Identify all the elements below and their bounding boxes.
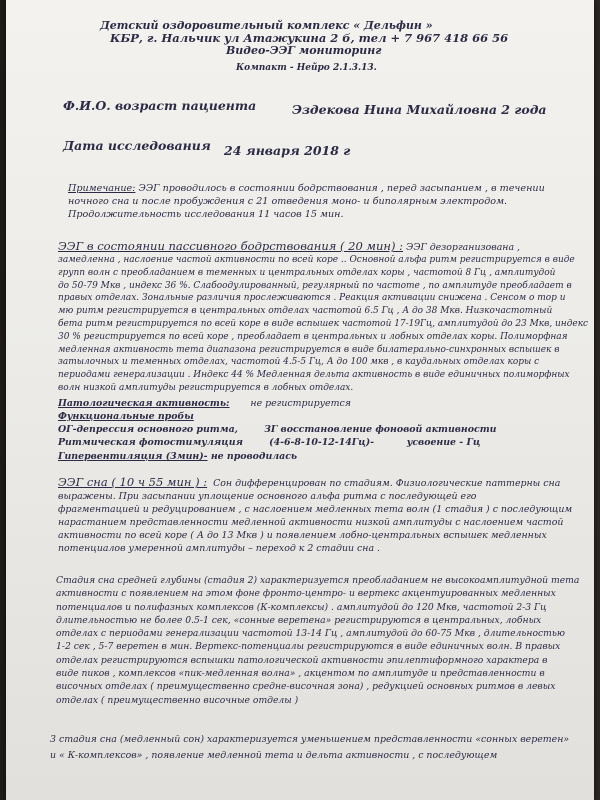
stage2-line: 1-2 сек , 5-7 веретен в мин. Вертекс-потенциалы регистрируются в виде единичных волн. В правых: [56, 641, 561, 653]
og-value: ЗГ восстановление фоновой активности: [264, 424, 497, 435]
og-label: ОГ-депрессия основного ритма,: [58, 424, 238, 435]
wake-line: затылочных и теменных отделах, частотой 4.5-5 Гц, А до 100 мкв , в каудальных отделах коры с: [58, 356, 540, 368]
patient-label: Ф.И.О. возраст пациента: [63, 98, 257, 113]
sleep-line: нарастанием представленности медленной активности низкой амплитуды с наслоением частой: [58, 517, 564, 528]
date-label: Дата исследования: [63, 138, 211, 153]
wake-line: правых отделах. Зональные различия прослеживаются . Реакция активации снижена . Сенсом о тор и: [58, 292, 566, 304]
wake-line: бета ритм регистрируется по всей коре в виде вспышек частотой 17-19Гц, амплитудой до 23 Мкв, индекс: [58, 317, 589, 329]
sleep-line: фрагментацией и редуцированием , с наслоением медленных тета волн (1 стадия ) с последующим: [58, 504, 573, 515]
photostim-row: [58, 436, 480, 449]
stage2-line: отделах регистрируются вспышки патологической активности эпилептиформного характера в: [56, 654, 548, 666]
header-line-4: Компакт - Нейро 2.1.3.13.: [236, 63, 377, 73]
wake-line: замедленна , наслоение частой активности по всей коре .. Основной альфа ритм регистрируется в виде: [58, 254, 575, 265]
stage2-line: потенциалов и полифазных комплексов (К-комплексы) . амплитудой до 120 Мкв, частотой 2-3 Гц: [56, 601, 547, 613]
sleep-line: выражены. При засыпании уплощение основного альфа ритма с последующей его: [58, 491, 477, 502]
pathological-value: не регистрируется: [250, 398, 351, 409]
stage2-line: активности с появлением на этом фоне фронто-центро- и вертекс акцентуированных медленных: [56, 588, 556, 600]
photostim-label: Ритмическая фотостимуляция: [58, 437, 244, 448]
hyperventilation-label: Гипервентиляция (3мин)-: [58, 451, 208, 462]
section-wake-body: [58, 254, 588, 395]
wake-line: волн низкой амплитуды регистрируется в лобных отделах.: [58, 381, 354, 393]
date-value: 24 января 2018 г: [224, 143, 351, 158]
header-line-3: Видео-ЭЭГ мониторинг: [226, 44, 382, 57]
stage2-line: виде пиков , комплексов «пик-медленная волна» , акцентом по амплитуде и представленности в: [56, 668, 545, 680]
hyperventilation-row: [58, 450, 297, 463]
pathological-label: Патологическая активность:: [58, 398, 230, 409]
sleep-line: потенциалов умеренной амплитуды – переход к 2 стадии сна .: [58, 543, 381, 554]
photostim-freq: (4-6-8-10-12-14Гц)-: [269, 437, 375, 448]
wake-line: мю ритм регистрируется в центральных отделах частотой 6.5 Гц , А до 38 Мкв. Низкочастотный: [58, 305, 553, 317]
section-wake-title-row: [58, 240, 520, 254]
note-line-2: ночного сна и после пробуждения с 21 отведения моно- и биполярным электродом.: [68, 196, 508, 208]
pathological-row: [58, 397, 351, 410]
section-sleep-title: ЭЭГ сна ( 10 ч 55 мин ) :: [58, 475, 208, 489]
stage3-line: и « К-комплексов» , появление медленной тета и дельта активности , с последующем: [50, 750, 498, 761]
stage2-line: длительностью не более 0.5-1 сек, «сонные веретена» регистрируются в центральных, лобных: [56, 614, 542, 626]
og-row: [58, 423, 496, 436]
wake-line: периодами генерализации . Индекс 44 % Медленная дельта активность в виде единичных полиморфных: [58, 369, 570, 381]
sleep-line: активности по всей коре ( А до 13 Мкв ) и появлением лобно-центральных вспышек медленных: [58, 530, 547, 541]
wake-line: до 50-79 Мкв , индекс 36 %. Слабоодулированный, регулярный по частоте , по амплитуде преобладает в: [58, 279, 572, 291]
note-label: Примечание:: [68, 183, 136, 194]
stage3-line: 3 стадия сна (медленный сон) характеризуется уменьшением представленности «сонных веретен»: [50, 734, 570, 745]
functional-tests-label: Функциональные пробы: [58, 411, 194, 422]
wake-line: 30 % регистрируется по всей коре , преобладает в центральных и лобных отделах коры. Полиморфная: [58, 330, 568, 342]
stage3-block: [50, 732, 569, 764]
note-line-3: Продолжительность исследования 11 часов 15 мин.: [68, 209, 344, 221]
header-line-1: Детский оздоровительный комплекс « Дельфин »: [100, 19, 433, 32]
patient-value: Эздекова Нина Михайловна 2 года: [292, 102, 547, 117]
photostim-value: усвоение - Гц: [406, 437, 481, 448]
section-wake-title-tail: ЭЭГ дезорганизована ,: [406, 242, 521, 253]
note-block: [68, 182, 545, 222]
stage2-line: височных отделах ( преимущественно средне-височная зона) , редукцией основных ритмов в левых: [56, 681, 556, 693]
stage2-line: Стадия сна средней глубины (стадия 2) характеризуется преобладанием не высокоамплитудной тета: [56, 575, 580, 586]
wake-line: групп волн с преобладанием в теменных и центральных отделах коры , частотой 8 Гц , амплитудой: [58, 266, 556, 278]
stage2-block: [56, 574, 579, 707]
wake-line: медленная активность тета диапазона регистрируется в виде билатерально-синхронных вспышек в: [58, 343, 560, 355]
note-line-1: ЭЭГ проводилось в состоянии бодрствования , перед засыпанием , в течении: [138, 183, 545, 194]
header-line-2: КБР, г. Нальчик ул Атажукина 2 б, тел + 7 967 418 66 56: [110, 31, 509, 45]
section-sleep-block: [58, 476, 572, 555]
stage2-line: отделах с периодами генерализации частотой 13-14 Гц , амплитудой до 60-75 Мкв , длительностью: [56, 628, 565, 640]
hyperventilation-value: не проводилась: [210, 451, 298, 462]
section-wake-title: ЭЭГ в состоянии пассивного бодрствования ( 20 мин) :: [58, 239, 403, 253]
stage2-line: отделах ( преимущественно височные отделы ): [56, 694, 299, 706]
sleep-line: Сон дифференцирован по стадиям. Физиологические паттерны сна: [213, 478, 561, 489]
